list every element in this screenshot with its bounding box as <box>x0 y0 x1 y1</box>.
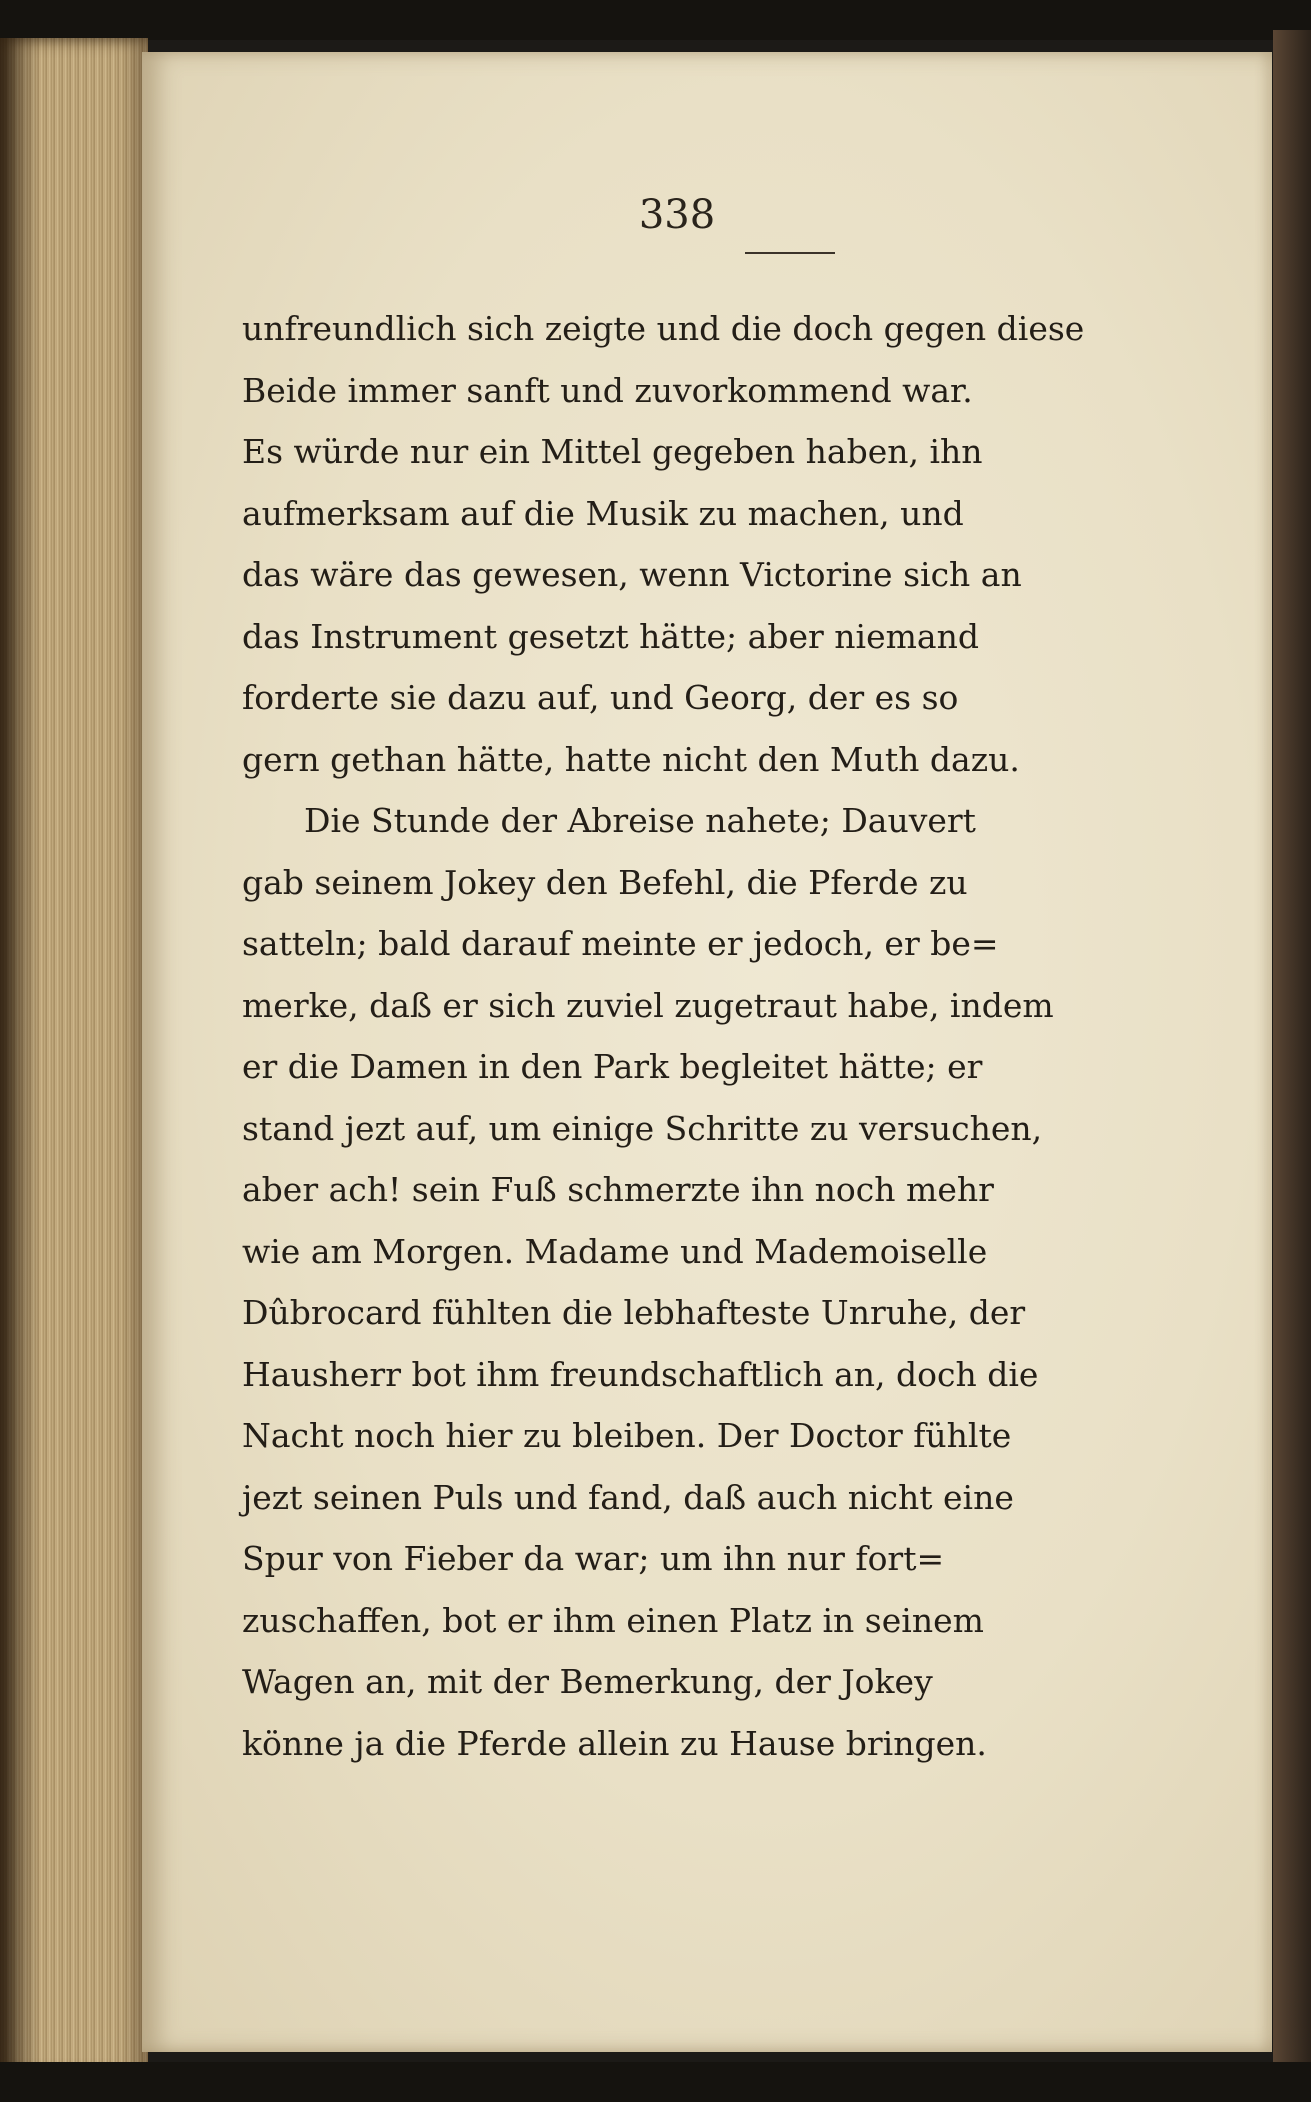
text-line: gern gethan hätte, hatte nicht den Muth dazu. <box>242 739 1020 779</box>
background-bottom <box>0 2062 1311 2102</box>
text-line: satteln; bald darauf meinte er jedoch, er be= <box>242 924 999 963</box>
text-line: Es würde nur ein Mittel gegeben haben, ihn <box>242 432 983 471</box>
text-line: gab seinem Jokey den Befehl, die Pferde zu <box>242 862 968 902</box>
text-line: jezt seinen Puls und fand, daß auch nicht eine <box>242 1477 1014 1517</box>
book-spine <box>1273 30 1311 2080</box>
text-line: stand jezt auf, um einige Schritte zu versuchen, <box>242 1108 1043 1148</box>
text-line: Beide immer sanft und zuvorkommend war. <box>242 370 973 410</box>
page-number: 338 <box>638 192 716 238</box>
text-line: unfreundlich sich zeigte und die doch gegen diese <box>242 309 1085 348</box>
text-line: Hausherr bot ihm freundschaftlich an, doch die <box>242 1354 1039 1394</box>
page-number-rule <box>745 252 835 254</box>
text-line: Nacht noch hier zu bleiben. Der Doctor fühlte <box>242 1416 1012 1455</box>
text-line: aber ach! sein Fuß schmerzte ihn noch mehr <box>242 1170 994 1209</box>
text-line: aufmerksam auf die Musik zu machen, und <box>242 493 964 533</box>
text-line: forderte sie dazu auf, und Georg, der es so <box>242 678 959 717</box>
text-line: Spur von Fieber da war; um ihn nur fort= <box>242 1539 945 1578</box>
background-top <box>0 0 1311 40</box>
text-line: das Instrument gesetzt hätte; aber niemand <box>242 616 979 656</box>
text-line: Wagen an, mit der Bemerkung, der Jokey <box>242 1662 933 1701</box>
text-line: merke, daß er sich zuviel zugetraut habe, indem <box>242 985 1054 1025</box>
text-line: das wäre das gewesen, wenn Victorine sich an <box>242 555 1022 594</box>
text-line: Die Stunde der Abreise nahete; Dauvert <box>304 801 976 840</box>
body-text <box>242 298 1085 1774</box>
text-line: zuschaffen, bot er ihm einen Platz in seinem <box>242 1600 984 1640</box>
page-edge-shadow <box>0 38 40 2078</box>
text-line: könne ja die Pferde allein zu Hause bringen. <box>242 1723 987 1763</box>
text-line: wie am Morgen. Madame und Mademoiselle <box>242 1231 988 1271</box>
text-line: er die Damen in den Park begleitet hätte; er <box>242 1047 983 1086</box>
text-line: Dûbrocard fühlten die lebhafteste Unruhe, der <box>242 1293 1026 1332</box>
